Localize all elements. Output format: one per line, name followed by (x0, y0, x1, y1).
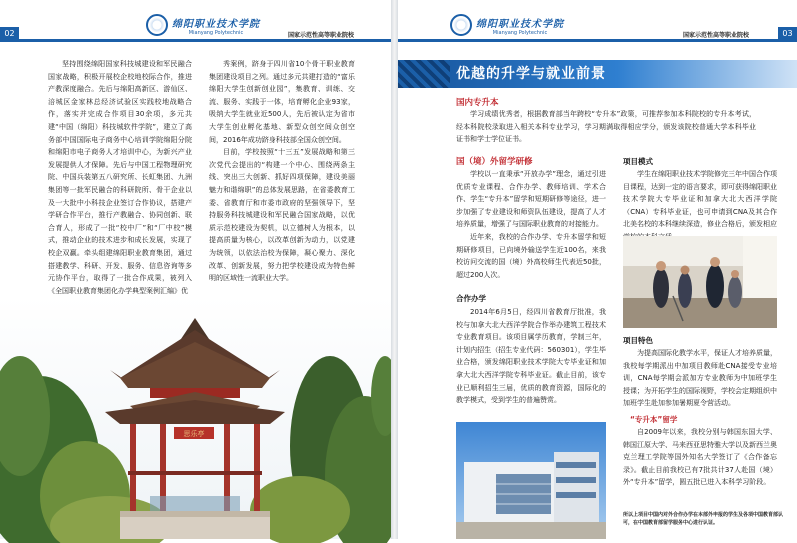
left-page-number: 02 (0, 27, 19, 40)
section-title: 优越的升学与就业前景 (456, 66, 606, 82)
school-seal-icon (450, 14, 472, 36)
overseas-text (456, 168, 606, 290)
school-logo (450, 14, 564, 36)
right-page-number: 03 (778, 27, 797, 40)
coop-heading: 合作办学 (456, 294, 486, 303)
project-feature-heading: 项目特色 (623, 336, 653, 345)
paragraph: 近年来，我校的合作办学、专升本留学和短期研修项目，已向境外输送学生近100名，来我校访问交流的国（境）外高校师生代表近50批，超过200人次。 (456, 232, 606, 279)
pavilion-illustration (0, 296, 391, 539)
paragraph: 坚持围绕绵阳国家科技城建设和军民融合国家战略，积极开展校企校地校际合作，推进产教深度融合。先后与绵阳高新区、游仙区、涪城区金家林总经济试验区实践校地战略合作，落实并完成合作项目30余项，多元共建“中国（绵阳）科技城软件学院”，建立了高务部中国国际电子商务中心培训学院绵阳分院和绵阳市电子商务人才培训中心，为新兴产业发展提供人才保障。先后与中国工程物理研究院、中国兵装第五八研究所、长虹集团、九洲集团等一批军民融合的科研院所、骨干企业以及一大批中小科技企业签订合作协议，搭建产学研合作平台，推行产教融合、协同创新、联合育人，形成了一批“校中厂”和“厂中校”模式，推动企业的技术进步和成长发展，实现了校企双赢。牵头组建绵阳职业教育集团，通过搭建教学、科研、开发、服务、信息咨询等多元协作平台，取得了一批合作成果，被列入《全国职业教育集团化办学典型案例汇编》优 (48, 60, 192, 295)
page-header-text: 国家示范性高等职业院校 (683, 32, 750, 39)
project-feature-text (623, 347, 777, 413)
footnote: 所以上项目中国内对外合作办学在本部外申报的学生及各项中国教育部认可，在中国教育部留学服务中心进行认证。 (623, 512, 784, 526)
left-page (0, 0, 391, 539)
domestic-text (456, 108, 756, 148)
upgrade-heading: “专升本”留学 (630, 415, 678, 424)
school-logo (146, 14, 260, 36)
workshop-photo (623, 236, 777, 328)
right-page (398, 0, 797, 539)
coop-text (456, 306, 606, 420)
domestic-heading: 国内专升本 (456, 98, 499, 108)
paragraph: 2014年6月5日，经四川省教育厅批准，我校与加拿大北大西洋学院合作举办建筑工程技术专业教育项目。该项目属学历教育，学制三年，计划内招生（招生专业代码：560301），学生毕业合格，颁发绵阳职业技术学院大专毕业证和加拿大北大西洋学院专科毕业证。截止目前，该专业已顺利招生三届，优质的教育资源，国际化的教学模式，受到学生的普遍赞赏。 (456, 308, 606, 405)
upgrade-text (623, 426, 777, 506)
page-header-text: 国家示范性高等职业院校 (288, 32, 355, 39)
paragraph: 自2009年以来，我校分别与韩国东国大学、韩国江原大学、马来西亚思特雅大学以及新西兰奥克兰理工学院等国外知名大学签订了《合作备忘录》。截止目前我校已有7批共计37人赴国（境）外“专升本”留学，圆五批已进入本科学习阶段。 (623, 428, 777, 487)
overseas-heading: 国（境）外留学研修 (456, 157, 533, 167)
school-name: 绵阳职业技术学院 (172, 18, 260, 30)
project-mode-text (623, 168, 777, 234)
campus-building-photo (456, 422, 606, 539)
project-mode-heading: 项目模式 (623, 157, 653, 166)
school-name: 绵阳职业技术学院 (476, 18, 564, 30)
section-banner (398, 60, 797, 88)
text-column-1 (48, 58, 192, 294)
paragraph: 为提高国际化教学水平，保证人才培养质量，我校每学期派出中加项目教师赴CNA接受专业培训，CNA每学期会派加方专业教师为中加班学生授课；为开拓学生的国际视野，学校会定期组织中加班学生赴加参加暑期夏令营活动。 (623, 349, 777, 408)
school-name-en: Mianyang Polytechnic (188, 29, 244, 36)
text-column-2 (209, 58, 355, 294)
header-rule (398, 39, 797, 42)
paragraph: 学习成绩优秀者，根据教育部当年跨校“专升本”政策，可推荐参加本科院校的专升本考试，经本科院校录取进入相关本科专业学习，学习期满取得相应学分，颁发该院校普通大学本科毕业证书和学士学位证书。 (456, 110, 756, 144)
school-name-en: Mianyang Polytechnic (492, 29, 548, 36)
workshop-illustration (623, 236, 777, 328)
paragraph: 学校以一直秉承“开放办学”理念，通过引进优质专业课程、合作办学、教师培训、学术合作、学生“专升本”留学和短期研修等途径，进一步加强了专业建设和师资队伍建设，提高了人才培养质量，增强了与国际职业教育的对接能力。 (456, 170, 606, 229)
svg-text:思乐亭: 思乐亭 (183, 430, 205, 438)
paragraph: 秀案例，跻身于四川省10个骨干职业教育集团建设项目之列。通过多元共建打造的“富乐绵阳大学生创新创业园”，集教育、训练、交流、服务、实践于一体，培育孵化企业93家，吸纳大学生就业近500人，先后被认定为省市大学生创业孵化基地、新型众创空间众创空间，2016年成功跻身科技部全国众创空间。 (209, 60, 355, 144)
header-rule (0, 39, 391, 42)
paragraph: 目前，学校按照“十三五”发展战略和第三次党代会提出的“构建一个中心、围绕两条主线、突出三大创新、抓好四项保障，建设美丽魅力和谐绵职”的总体发展思路，在省委教育工委、省教育厅和市委市政府的坚强领导下，坚持服务科技城建设和军民融合国家战略，以优质示范校建设为契机，以立德树人为根本，以提高质量为核心，以改革创新为动力，以党建为统领，以依法治校为保障，凝心聚力、深化改革、创新发展，努力把学校建设成为特色鲜明的区域性一流职业大学。 (209, 148, 355, 283)
building-illustration (456, 422, 606, 539)
page-gutter (391, 0, 398, 539)
paragraph: 学生在绵阳职业技术学院修完三年中国合作项目课程，达到一定的语言要求，即可获得绵阳职业技术学院大专毕业证和加拿大北大西洋学院（CNA）专科毕业证，也可申请到CNA及其合作北美名校的本科继续深造，修业合格后，颁发相应 (623, 170, 777, 229)
pavilion-photo (0, 296, 391, 539)
school-seal-icon (146, 14, 168, 36)
banner-stripe (398, 60, 450, 88)
